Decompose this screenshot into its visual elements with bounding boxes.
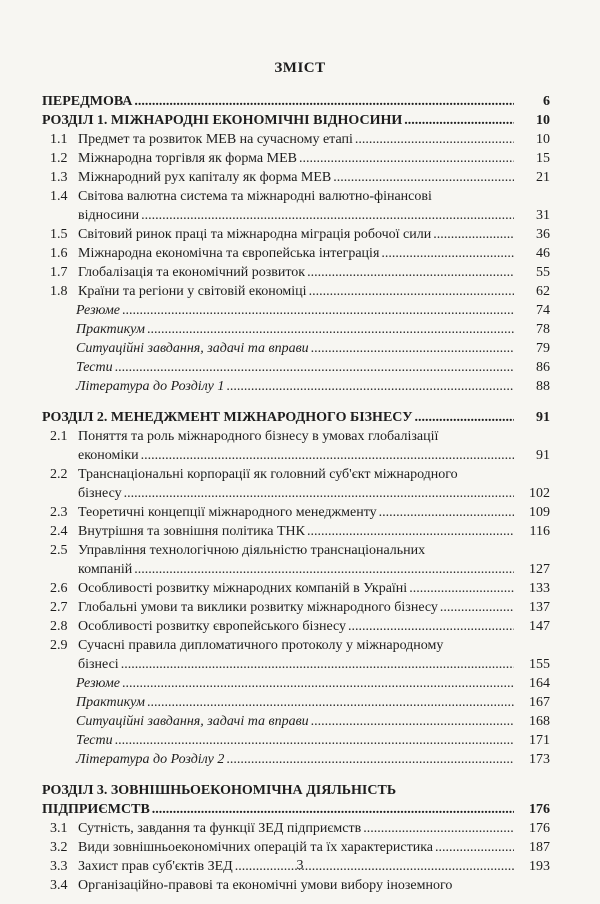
toc-entry-title: Резюме	[76, 303, 121, 318]
toc-entry-title: ПЕРЕДМОВА	[42, 94, 133, 109]
page-number: 3	[296, 858, 304, 873]
toc-leader-dots	[409, 579, 514, 598]
toc-page-number: 187	[529, 840, 550, 855]
toc-section-entry	[40, 838, 550, 857]
toc-entry-number: 1.2	[50, 151, 68, 166]
toc-section-entry	[40, 130, 550, 149]
toc-leader-dots	[309, 282, 514, 301]
toc-entry-number	[40, 377, 76, 396]
toc-page-number	[516, 876, 550, 895]
toc-leader-dots	[363, 819, 514, 838]
toc-page-number: 109	[529, 505, 550, 520]
toc-entry-title: бізнесу	[78, 486, 122, 501]
toc-supplement-entry	[40, 731, 550, 750]
toc-entry-number: 2.6	[50, 581, 68, 596]
toc-page-number: 55	[536, 265, 550, 280]
toc-entry-title: Міжнародна економічна та європейська інтеграція	[78, 246, 380, 261]
toc-page-number: 102	[529, 486, 550, 501]
toc-leader-dots	[299, 149, 514, 168]
toc-page-number: 167	[529, 695, 550, 710]
toc-entry-number	[40, 655, 78, 674]
toc-section-entry	[40, 503, 550, 522]
toc-entry-title: Міжнародна торгівля як форма МЕВ	[78, 151, 297, 166]
toc-entry-number: 2.2	[50, 467, 68, 482]
toc-chapter-entry	[40, 408, 550, 427]
toc-page-number: 173	[529, 752, 550, 767]
toc-page-number: 10	[536, 113, 550, 128]
toc-leader-dots	[141, 446, 514, 465]
toc-entry-title: Предмет та розвиток МЕВ на сучасному етапі	[78, 132, 353, 147]
toc-leader-dots	[404, 111, 514, 130]
toc-entry-title: Внутрішня та зовнішня політика ТНК	[78, 524, 305, 539]
toc-entry-title: Світовий ринок праці та міжнародна міграція робочої сили	[78, 227, 432, 242]
toc-section-entry	[40, 244, 550, 263]
toc-leader-dots	[115, 358, 514, 377]
toc-page-number: 127	[529, 562, 550, 577]
toc-entry-title: Література до Розділу 1	[76, 379, 225, 394]
toc-section-entry	[40, 282, 550, 301]
toc-entry-number: 2.8	[50, 619, 68, 634]
toc-supplement-entry	[40, 377, 550, 396]
toc-leader-dots	[134, 560, 514, 579]
toc-leader-dots	[147, 693, 514, 712]
toc-section-entry	[40, 598, 550, 617]
toc-entry-title: Види зовнішньоекономічних операцій та їх характеристика	[78, 840, 434, 855]
toc-entry-number	[40, 484, 78, 503]
toc-supplement-entry	[40, 750, 550, 769]
toc-section-entry	[40, 168, 550, 187]
toc-section-entry	[40, 617, 550, 636]
toc-page-number	[516, 541, 550, 560]
toc-entry-number: 3.2	[50, 840, 68, 855]
toc-page-number: 193	[529, 859, 550, 874]
toc-supplement-entry	[40, 339, 550, 358]
toc-section-entry	[40, 427, 550, 446]
toc-leader-dots	[226, 750, 514, 769]
toc-leader-dots	[226, 377, 514, 396]
toc-section-entry	[40, 876, 550, 895]
toc-entry-title: ПІДПРИЄМСТВ	[42, 802, 150, 817]
toc-leader-dots	[147, 320, 514, 339]
toc-entry-number	[40, 693, 76, 712]
toc-leader-dots	[433, 225, 514, 244]
table-of-contents	[40, 92, 550, 895]
toc-chapter-entry	[40, 92, 550, 111]
toc-entry-title: Глобальні умови та виклики розвитку міжнародного бізнесу	[78, 600, 438, 615]
toc-entry-number	[40, 750, 76, 769]
toc-section-entry	[40, 446, 550, 465]
toc-entry-title: РОЗДІЛ 1. МІЖНАРОДНІ ЕКОНОМІЧНІ ВІДНОСИНИ	[42, 113, 403, 128]
toc-page-number: 164	[529, 676, 550, 691]
toc-leader-dots	[435, 838, 514, 857]
toc-entry-title: Управління технологічною діяльністю транснаціональних	[78, 543, 426, 558]
toc-leader-dots	[415, 408, 515, 427]
section-gap	[40, 396, 550, 408]
toc-entry-number	[40, 674, 76, 693]
toc-entry-title: Теоретичні концепції міжнародного менеджменту	[78, 505, 377, 520]
toc-supplement-entry	[40, 358, 550, 377]
toc-entry-title: Тести	[76, 360, 113, 375]
toc-entry-title: Організаційно-правові та економічні умови вибору іноземного	[78, 878, 453, 893]
toc-entry-title: Ситуаційні завдання, задачі та вправи	[76, 341, 309, 356]
toc-entry-number: 2.7	[50, 600, 68, 615]
toc-entry-number: 1.3	[50, 170, 68, 185]
toc-entry-number	[40, 320, 76, 339]
toc-entry-title: Країни та регіони у світовій економіці	[78, 284, 307, 299]
toc-entry-number: 1.1	[50, 132, 68, 147]
toc-page-number: 133	[529, 581, 550, 596]
toc-page-number: 21	[536, 170, 550, 185]
page-title: ЗМІСТ	[274, 60, 326, 76]
toc-page-number: 176	[529, 802, 550, 817]
toc-leader-dots	[311, 339, 514, 358]
toc-page-number: 171	[529, 733, 550, 748]
toc-page-number	[516, 465, 550, 484]
toc-entry-title: Практикум	[76, 322, 145, 337]
toc-entry-title: РОЗДІЛ 3. ЗОВНІШНЬОЕКОНОМІЧНА ДІЯЛЬНІСТЬ	[42, 783, 397, 798]
toc-page-number: 137	[529, 600, 550, 615]
toc-page-number: 62	[536, 284, 550, 299]
toc-entry-number: 3.1	[50, 821, 68, 836]
toc-entry-number	[40, 358, 76, 377]
toc-page-number: 15	[536, 151, 550, 166]
toc-entry-title: Ситуаційні завдання, задачі та вправи	[76, 714, 309, 729]
toc-section-entry	[40, 522, 550, 541]
toc-page-number: 74	[536, 303, 550, 318]
toc-page-number: 78	[536, 322, 550, 337]
toc-section-entry	[40, 819, 550, 838]
toc-entry-number: 2.4	[50, 524, 68, 539]
toc-leader-dots	[121, 655, 514, 674]
toc-entry-number: 1.7	[50, 265, 68, 280]
toc-supplement-entry	[40, 674, 550, 693]
toc-section-entry	[40, 560, 550, 579]
toc-section-entry	[40, 541, 550, 560]
toc-leader-dots	[307, 522, 514, 541]
toc-chapter-entry	[40, 111, 550, 130]
toc-leader-dots	[115, 731, 514, 750]
toc-leader-dots	[381, 244, 514, 263]
toc-leader-dots	[122, 674, 514, 693]
toc-leader-dots	[122, 301, 514, 320]
toc-entry-title: Захист прав суб'єктів ЗЕД	[78, 859, 233, 874]
toc-entry-title: Резюме	[76, 676, 121, 691]
toc-page-number: 31	[536, 208, 550, 223]
toc-entry-number	[40, 339, 76, 358]
toc-leader-dots	[124, 484, 514, 503]
toc-entry-number: 2.9	[50, 638, 68, 653]
toc-entry-title: Особливості розвитку міжнародних компаній в Україні	[78, 581, 408, 596]
toc-entry-number: 1.8	[50, 284, 68, 299]
toc-entry-title: Транснаціональні корпорації як головний суб'єкт міжнародного	[78, 467, 458, 482]
toc-entry-title: Література до Розділу 2	[76, 752, 225, 767]
toc-entry-number: 2.1	[50, 429, 68, 444]
toc-entry-title: економіки	[78, 448, 139, 463]
toc-entry-title: компаній	[78, 562, 133, 577]
toc-entry-title: Практикум	[76, 695, 145, 710]
toc-entry-number	[40, 446, 78, 465]
toc-page-number: 91	[536, 410, 550, 425]
toc-entry-number	[40, 560, 78, 579]
toc-entry-title: Міжнародний рух капіталу як форма МЕВ	[78, 170, 332, 185]
toc-entry-number	[40, 301, 76, 320]
toc-page-number: 79	[536, 341, 550, 356]
toc-leader-dots	[311, 712, 514, 731]
toc-page-number: 46	[536, 246, 550, 261]
toc-section-entry	[40, 484, 550, 503]
toc-entry-number	[40, 206, 78, 225]
toc-entry-number: 1.5	[50, 227, 68, 242]
section-gap	[40, 769, 550, 781]
toc-page-number: 91	[536, 448, 550, 463]
toc-page-number: 86	[536, 360, 550, 375]
toc-chapter-entry	[40, 781, 550, 800]
toc-entry-title: Особливості розвитку європейського бізнесу	[78, 619, 347, 634]
toc-leader-dots	[379, 503, 514, 522]
toc-supplement-entry	[40, 712, 550, 731]
toc-page-number: 36	[536, 227, 550, 242]
toc-page-number	[516, 187, 550, 206]
toc-section-entry	[40, 655, 550, 674]
toc-entry-title: Світова валютна система та міжнародні валютно-фінансові	[78, 189, 432, 204]
toc-leader-dots	[348, 617, 514, 636]
toc-section-entry	[40, 206, 550, 225]
toc-entry-title: Сутність, завдання та функції ЗЕД підприємств	[78, 821, 362, 836]
toc-page-number: 147	[529, 619, 550, 634]
toc-page-number: 116	[529, 524, 550, 539]
toc-entry-number: 2.5	[50, 543, 68, 558]
toc-entry-number: 2.3	[50, 505, 68, 520]
toc-entry-title: Тести	[76, 733, 113, 748]
toc-leader-dots	[141, 206, 514, 225]
toc-section-entry	[40, 263, 550, 282]
toc-section-entry	[40, 187, 550, 206]
toc-entry-title: Сучасні правила дипломатичного протоколу у міжнародному	[78, 638, 444, 653]
toc-entry-title: Поняття та роль міжнародного бізнесу в умовах глобалізації	[78, 429, 439, 444]
toc-section-entry	[40, 149, 550, 168]
toc-supplement-entry	[40, 693, 550, 712]
toc-leader-dots	[333, 168, 514, 187]
toc-entry-number: 3.3	[50, 859, 68, 874]
toc-entry-title: РОЗДІЛ 2. МЕНЕДЖМЕНТ МІЖНАРОДНОГО БІЗНЕСУ	[42, 410, 413, 425]
toc-entry-title: відносини	[78, 208, 140, 223]
toc-entry-number: 1.4	[50, 189, 68, 204]
toc-entry-title: Глобалізація та економічний розвиток	[78, 265, 306, 280]
toc-supplement-entry	[40, 320, 550, 339]
toc-entry-title: бізнесі	[78, 657, 119, 672]
toc-leader-dots	[134, 92, 514, 111]
toc-page-number: 6	[543, 94, 550, 109]
toc-page-number: 10	[536, 132, 550, 147]
toc-section-entry	[40, 465, 550, 484]
toc-page-number: 176	[529, 821, 550, 836]
toc-page-number	[516, 636, 550, 655]
toc-page-number: 168	[529, 714, 550, 729]
toc-page-number	[516, 427, 550, 446]
toc-page-number: 155	[529, 657, 550, 672]
toc-entry-number: 3.4	[50, 878, 68, 893]
toc-leader-dots	[440, 598, 514, 617]
toc-leader-dots	[355, 130, 514, 149]
toc-leader-dots	[152, 800, 514, 819]
toc-leader-dots	[307, 263, 514, 282]
toc-entry-number	[40, 731, 76, 750]
toc-supplement-entry	[40, 301, 550, 320]
toc-chapter-entry	[40, 800, 550, 819]
toc-entry-number: 1.6	[50, 246, 68, 261]
toc-entry-number	[40, 712, 76, 731]
toc-section-entry	[40, 225, 550, 244]
toc-section-entry	[40, 579, 550, 598]
toc-page-number: 88	[536, 379, 550, 394]
toc-page-number	[516, 781, 550, 800]
toc-section-entry	[40, 636, 550, 655]
